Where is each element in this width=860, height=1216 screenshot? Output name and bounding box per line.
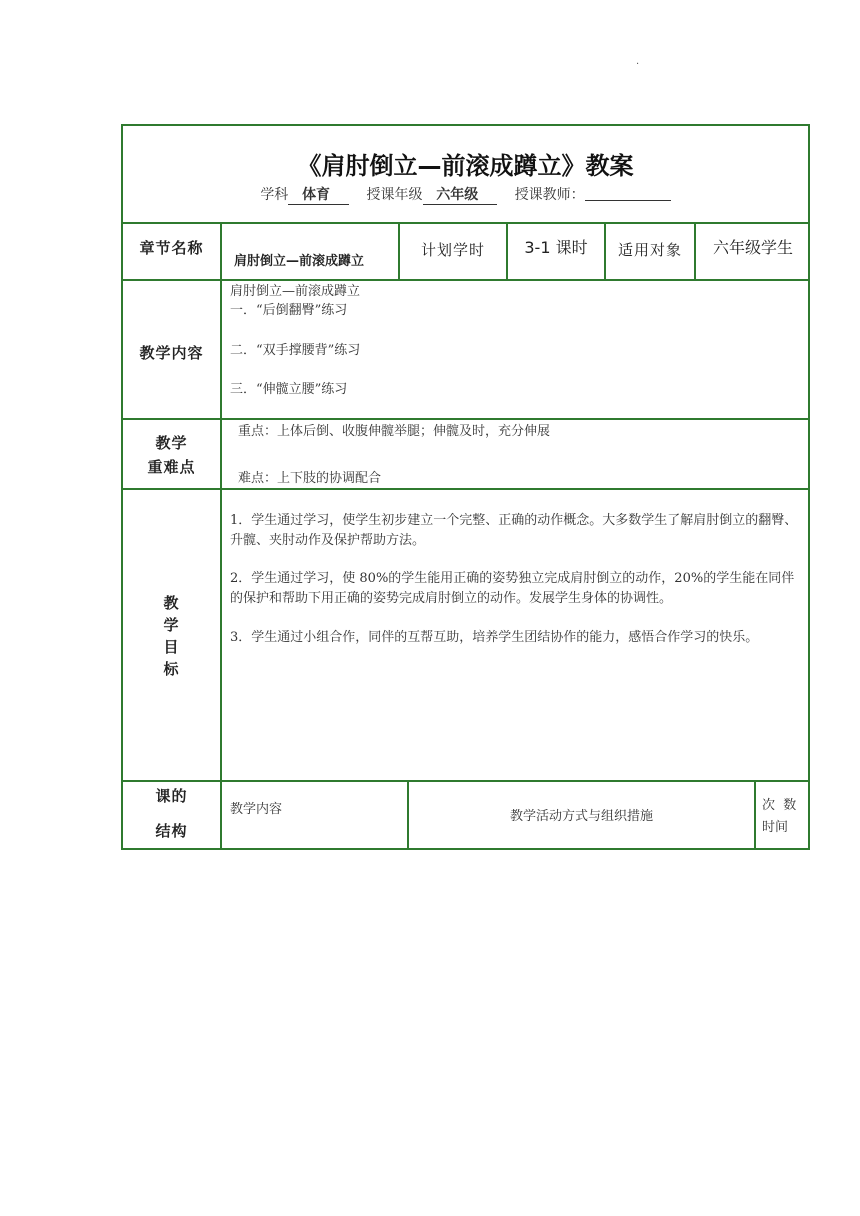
rule-chapter [123, 279, 808, 281]
goal-2: 2．学生通过学习，使 80%的学生能用正确的姿势独立完成肩肘倒立的动作，20%的学生能在同伴的保护和帮助下用正确的姿势完成肩肘倒立的动作。发展学生身体的协调性。 [230, 571, 795, 606]
rule-difficulty [123, 488, 808, 490]
structure-label-line2: 结构 [155, 822, 188, 840]
rule-content [123, 418, 808, 420]
goal-3: 3．学生通过小组合作，同伴的互帮互助，培养学生团结协作的能力，感悟合作学习的快乐。 [230, 630, 759, 645]
target-value: 六年级学生 [712, 238, 793, 257]
content-line-3: 三．“伸髋立腰”练习 [230, 382, 348, 397]
rule-header [123, 222, 808, 224]
key-point-text: 重点：上体后倒、收腹伸髋举腿；伸髋及时，充分伸展 [238, 424, 551, 439]
rule-goals [123, 780, 808, 782]
difficulty-label-line2: 重难点 [147, 458, 196, 476]
hours-value: 3-1 课时 [524, 238, 588, 257]
rule-label-column [220, 222, 222, 850]
target-label: 适用对象 [617, 241, 682, 259]
hours-label: 计划学时 [420, 241, 485, 259]
difficulty-text: 难点：上下肢的协调配合 [238, 471, 382, 486]
teacher-label: 授课教师： [514, 187, 585, 203]
rule-structure-col3 [754, 780, 756, 850]
structure-col-content: 教学内容 [230, 802, 283, 817]
lesson-plan-table [121, 124, 810, 850]
content-line-2: 二．“双手撑腰背”练习 [230, 343, 361, 358]
structure-col-count: 次 数 [762, 798, 797, 813]
subject-value: 体育 [288, 184, 348, 205]
goal-1: 1．学生通过学习，使学生初步建立一个完整、正确的动作概念。大多数学生了解肩肘倒立的翻臀、升髋、夹肘动作及保护帮助方法。 [230, 513, 798, 548]
chapter-value: 肩肘倒立—前滚成蹲立 [234, 254, 365, 269]
meta-line [123, 184, 808, 205]
goals-label-char-4: 标 [163, 660, 180, 678]
content-line-title: 肩肘倒立—前滚成蹲立 [230, 284, 361, 299]
teacher-blank [585, 186, 671, 201]
difficulty-label-line1: 教学 [155, 434, 188, 452]
content-label: 教学内容 [139, 344, 204, 362]
page-title: 《肩肘倒立—前滚成蹲立》教案 [297, 152, 634, 180]
subject-label: 学科 [260, 187, 289, 203]
grade-value: 六年级 [423, 184, 497, 205]
chapter-label: 章节名称 [139, 239, 204, 257]
structure-col-activities: 教学活动方式与组织措施 [509, 809, 653, 824]
structure-label-line1: 课的 [155, 787, 188, 805]
content-line-1: 一．“后倒翻臀”练习 [230, 303, 348, 318]
stray-dot: . [636, 56, 640, 67]
goals-label-char-1: 教 [163, 594, 180, 612]
goals-label-char-2: 学 [163, 616, 180, 634]
grade-label: 授课年级 [366, 187, 423, 203]
structure-col-time: 时间 [762, 820, 789, 835]
goals-label-char-3: 目 [163, 638, 180, 656]
